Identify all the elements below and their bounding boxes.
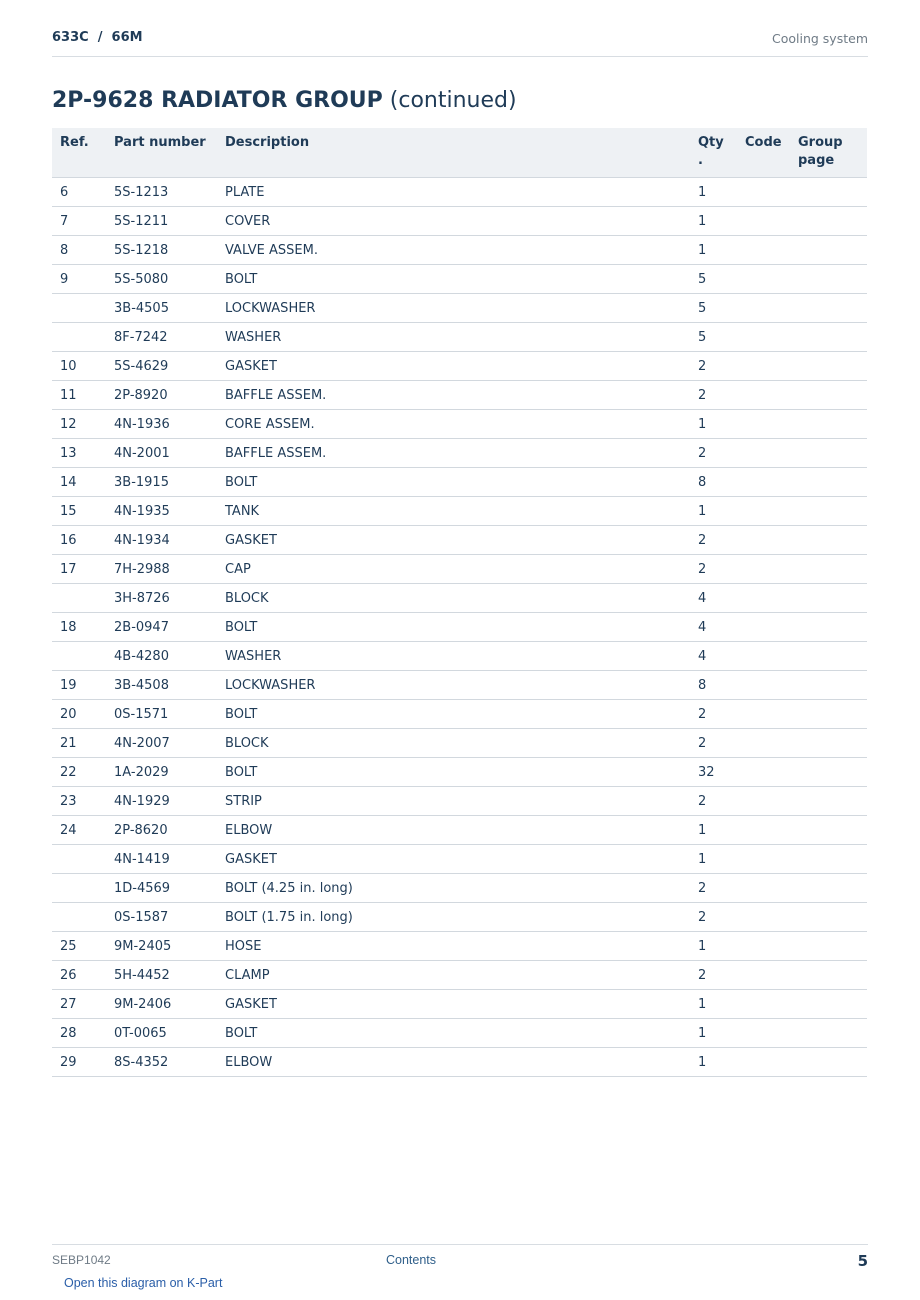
cell-ref: 15: [52, 497, 114, 526]
cell-code: [745, 555, 798, 584]
cell-code: [745, 439, 798, 468]
cell-description: STRIP: [225, 787, 698, 816]
cell-part-number: 0T-0065: [114, 1019, 225, 1048]
cell-qty: 8: [698, 468, 745, 497]
table-row: [52, 178, 867, 207]
cell-group-page: [798, 671, 867, 700]
cell-description: HOSE: [225, 932, 698, 961]
parts-table: [52, 128, 867, 1077]
cell-code: [745, 410, 798, 439]
cell-qty: 1: [698, 236, 745, 265]
cell-qty: 2: [698, 874, 745, 903]
cell-group-page: [798, 874, 867, 903]
page-number: 5: [857, 1252, 868, 1270]
table-row: [52, 381, 867, 410]
cell-part-number: 5S-1211: [114, 207, 225, 236]
cell-group-page: [798, 758, 867, 787]
col-part-number-header: Part number: [114, 128, 225, 178]
table-row: [52, 642, 867, 671]
table-row: [52, 555, 867, 584]
cell-qty: 5: [698, 265, 745, 294]
cell-qty: 5: [698, 294, 745, 323]
cell-code: [745, 178, 798, 207]
cell-description: BOLT: [225, 700, 698, 729]
table-row: [52, 845, 867, 874]
cell-group-page: [798, 410, 867, 439]
cell-part-number: 4N-2007: [114, 729, 225, 758]
table-row: [52, 990, 867, 1019]
cell-code: [745, 236, 798, 265]
cell-ref: 26: [52, 961, 114, 990]
cell-qty: 1: [698, 178, 745, 207]
cell-qty: 1: [698, 932, 745, 961]
cell-code: [745, 700, 798, 729]
table-row: [52, 729, 867, 758]
table-row: [52, 874, 867, 903]
cell-ref: 10: [52, 352, 114, 381]
table-row: [52, 1019, 867, 1048]
cell-code: [745, 294, 798, 323]
cell-group-page: [798, 1019, 867, 1048]
table-row: [52, 294, 867, 323]
table-row: [52, 584, 867, 613]
cell-description: LOCKWASHER: [225, 671, 698, 700]
cell-code: [745, 526, 798, 555]
cell-part-number: 3B-4508: [114, 671, 225, 700]
cell-description: BOLT: [225, 265, 698, 294]
cell-group-page: [798, 236, 867, 265]
cell-qty: 2: [698, 903, 745, 932]
cell-description: BAFFLE ASSEM.: [225, 439, 698, 468]
cell-ref: 22: [52, 758, 114, 787]
cell-part-number: 4N-1929: [114, 787, 225, 816]
cell-group-page: [798, 845, 867, 874]
cell-ref: 29: [52, 1048, 114, 1077]
section-label: Cooling system: [772, 31, 868, 46]
cell-description: CAP: [225, 555, 698, 584]
table-row: [52, 961, 867, 990]
cell-part-number: 0S-1571: [114, 700, 225, 729]
cell-part-number: 2P-8920: [114, 381, 225, 410]
cell-qty: 2: [698, 961, 745, 990]
table-row: [52, 265, 867, 294]
cell-code: [745, 468, 798, 497]
cell-part-number: 5S-5080: [114, 265, 225, 294]
cell-ref: 20: [52, 700, 114, 729]
cell-group-page: [798, 526, 867, 555]
cell-description: VALVE ASSEM.: [225, 236, 698, 265]
cell-description: BLOCK: [225, 729, 698, 758]
cell-ref: [52, 584, 114, 613]
cell-code: [745, 961, 798, 990]
cell-group-page: [798, 352, 867, 381]
cell-code: [745, 207, 798, 236]
cell-part-number: 3B-1915: [114, 468, 225, 497]
cell-ref: 14: [52, 468, 114, 497]
cell-ref: [52, 323, 114, 352]
table-row: [52, 671, 867, 700]
cell-part-number: 4N-1419: [114, 845, 225, 874]
table-row: [52, 410, 867, 439]
title-continued: (continued): [389, 88, 517, 113]
cell-part-number: 1D-4569: [114, 874, 225, 903]
cell-description: BOLT (1.75 in. long): [225, 903, 698, 932]
cell-part-number: 1A-2029: [114, 758, 225, 787]
cell-qty: 32: [698, 758, 745, 787]
cell-group-page: [798, 903, 867, 932]
cell-part-number: 2B-0947: [114, 613, 225, 642]
col-group-page-header: [798, 128, 867, 178]
cell-description: WASHER: [225, 642, 698, 671]
cell-group-page: [798, 613, 867, 642]
cell-code: [745, 758, 798, 787]
cell-description: GASKET: [225, 845, 698, 874]
cell-qty: 1: [698, 1048, 745, 1077]
footer-divider: [52, 1244, 868, 1245]
cell-code: [745, 816, 798, 845]
cell-description: WASHER: [225, 323, 698, 352]
cell-part-number: 4N-1935: [114, 497, 225, 526]
table-row: [52, 497, 867, 526]
cell-ref: 23: [52, 787, 114, 816]
cell-qty: 1: [698, 990, 745, 1019]
table-row: [52, 787, 867, 816]
cell-ref: 25: [52, 932, 114, 961]
cell-group-page: [798, 381, 867, 410]
cell-ref: 12: [52, 410, 114, 439]
table-row: [52, 758, 867, 787]
cell-ref: 27: [52, 990, 114, 1019]
cell-group-page: [798, 323, 867, 352]
cell-code: [745, 990, 798, 1019]
cell-qty: 1: [698, 845, 745, 874]
cell-qty: 1: [698, 207, 745, 236]
table-row: [52, 207, 867, 236]
cell-description: BOLT: [225, 468, 698, 497]
table-row: [52, 439, 867, 468]
cell-description: GASKET: [225, 526, 698, 555]
cell-part-number: 7H-2988: [114, 555, 225, 584]
cell-group-page: [798, 468, 867, 497]
cell-description: BOLT: [225, 613, 698, 642]
cell-code: [745, 1019, 798, 1048]
table-row: [52, 1048, 867, 1077]
cell-group-page: [798, 787, 867, 816]
cell-qty: 1: [698, 816, 745, 845]
col-group-line1: Group: [798, 135, 843, 150]
table-row: [52, 526, 867, 555]
cell-qty: 5: [698, 323, 745, 352]
cell-description: TANK: [225, 497, 698, 526]
cell-code: [745, 932, 798, 961]
cell-part-number: 9M-2406: [114, 990, 225, 1019]
cell-part-number: 4B-4280: [114, 642, 225, 671]
cell-part-number: 4N-1934: [114, 526, 225, 555]
cell-ref: 7: [52, 207, 114, 236]
cell-part-number: 0S-1587: [114, 903, 225, 932]
cell-group-page: [798, 1048, 867, 1077]
cell-code: [745, 903, 798, 932]
cell-qty: 2: [698, 555, 745, 584]
table-row: [52, 236, 867, 265]
cell-group-page: [798, 700, 867, 729]
cell-qty: 4: [698, 613, 745, 642]
col-description-header: Description: [225, 128, 698, 178]
cell-group-page: [798, 961, 867, 990]
cell-qty: 2: [698, 352, 745, 381]
cell-qty: 1: [698, 410, 745, 439]
cell-code: [745, 265, 798, 294]
cell-part-number: 2P-8620: [114, 816, 225, 845]
cell-code: [745, 845, 798, 874]
cell-part-number: 8F-7242: [114, 323, 225, 352]
cell-description: GASKET: [225, 990, 698, 1019]
cell-description: CLAMP: [225, 961, 698, 990]
col-code-header: Code: [745, 128, 798, 178]
cell-ref: 28: [52, 1019, 114, 1048]
cell-code: [745, 671, 798, 700]
cell-code: [745, 613, 798, 642]
model-label: 633C / 66M: [52, 30, 143, 45]
cell-description: COVER: [225, 207, 698, 236]
page-header: [52, 28, 868, 57]
cell-ref: 6: [52, 178, 114, 207]
cell-ref: 21: [52, 729, 114, 758]
contents-link[interactable]: Contents: [386, 1253, 437, 1267]
cell-description: LOCKWASHER: [225, 294, 698, 323]
cell-code: [745, 352, 798, 381]
cell-code: [745, 729, 798, 758]
cell-ref: 9: [52, 265, 114, 294]
cell-group-page: [798, 729, 867, 758]
cell-group-page: [798, 294, 867, 323]
cell-qty: 2: [698, 381, 745, 410]
table-row: [52, 352, 867, 381]
table-row: [52, 932, 867, 961]
cell-part-number: 5S-4629: [114, 352, 225, 381]
cell-description: BOLT: [225, 1019, 698, 1048]
col-qty-line1: Qty: [698, 135, 724, 150]
table-row: [52, 700, 867, 729]
cell-code: [745, 381, 798, 410]
cell-ref: 18: [52, 613, 114, 642]
cell-group-page: [798, 816, 867, 845]
cell-qty: 8: [698, 671, 745, 700]
cell-code: [745, 642, 798, 671]
table-row: [52, 903, 867, 932]
group-title: 2P-9628 RADIATOR GROUP: [52, 88, 383, 113]
cell-description: GASKET: [225, 352, 698, 381]
cell-description: ELBOW: [225, 816, 698, 845]
cell-qty: 2: [698, 526, 745, 555]
document-id: SEBP1042: [52, 1253, 111, 1267]
cell-ref: [52, 874, 114, 903]
cell-group-page: [798, 265, 867, 294]
cell-part-number: 5S-1218: [114, 236, 225, 265]
cell-code: [745, 874, 798, 903]
cell-description: PLATE: [225, 178, 698, 207]
cell-ref: 19: [52, 671, 114, 700]
cell-ref: 24: [52, 816, 114, 845]
cell-group-page: [798, 584, 867, 613]
cell-part-number: 9M-2405: [114, 932, 225, 961]
cell-qty: 1: [698, 1019, 745, 1048]
table-header-row: [52, 128, 867, 178]
cell-qty: 2: [698, 787, 745, 816]
cell-ref: [52, 294, 114, 323]
cell-group-page: [798, 990, 867, 1019]
cell-description: CORE ASSEM.: [225, 410, 698, 439]
col-qty-header: [698, 128, 745, 178]
cell-description: BOLT: [225, 758, 698, 787]
cell-code: [745, 323, 798, 352]
cell-part-number: 3B-4505: [114, 294, 225, 323]
page-title: [52, 88, 517, 113]
table-row: [52, 816, 867, 845]
cell-code: [745, 497, 798, 526]
cell-code: [745, 787, 798, 816]
cell-group-page: [798, 642, 867, 671]
table-row: [52, 323, 867, 352]
cell-code: [745, 584, 798, 613]
cell-code: [745, 1048, 798, 1077]
cell-part-number: 4N-1936: [114, 410, 225, 439]
table-row: [52, 468, 867, 497]
col-qty-line2: .: [698, 153, 703, 168]
cell-part-number: 8S-4352: [114, 1048, 225, 1077]
cell-ref: [52, 903, 114, 932]
cell-group-page: [798, 555, 867, 584]
kpart-diagram-link[interactable]: Open this diagram on K-Part: [64, 1276, 223, 1290]
cell-group-page: [798, 932, 867, 961]
cell-description: BLOCK: [225, 584, 698, 613]
cell-ref: [52, 642, 114, 671]
cell-qty: 2: [698, 439, 745, 468]
table-row: [52, 613, 867, 642]
cell-part-number: 4N-2001: [114, 439, 225, 468]
col-ref-header: Ref.: [52, 128, 114, 178]
cell-ref: [52, 845, 114, 874]
cell-ref: 16: [52, 526, 114, 555]
cell-qty: 4: [698, 642, 745, 671]
cell-part-number: 5H-4452: [114, 961, 225, 990]
cell-description: BOLT (4.25 in. long): [225, 874, 698, 903]
cell-description: ELBOW: [225, 1048, 698, 1077]
table-header: [52, 128, 867, 178]
cell-qty: 4: [698, 584, 745, 613]
table-body: [52, 178, 867, 1077]
cell-ref: 17: [52, 555, 114, 584]
cell-group-page: [798, 178, 867, 207]
cell-part-number: 3H-8726: [114, 584, 225, 613]
cell-group-page: [798, 439, 867, 468]
cell-ref: 11: [52, 381, 114, 410]
cell-ref: 13: [52, 439, 114, 468]
cell-part-number: 5S-1213: [114, 178, 225, 207]
cell-group-page: [798, 497, 867, 526]
col-group-line2: page: [798, 153, 835, 168]
cell-qty: 1: [698, 497, 745, 526]
cell-qty: 2: [698, 700, 745, 729]
cell-qty: 2: [698, 729, 745, 758]
cell-description: BAFFLE ASSEM.: [225, 381, 698, 410]
cell-ref: 8: [52, 236, 114, 265]
cell-group-page: [798, 207, 867, 236]
